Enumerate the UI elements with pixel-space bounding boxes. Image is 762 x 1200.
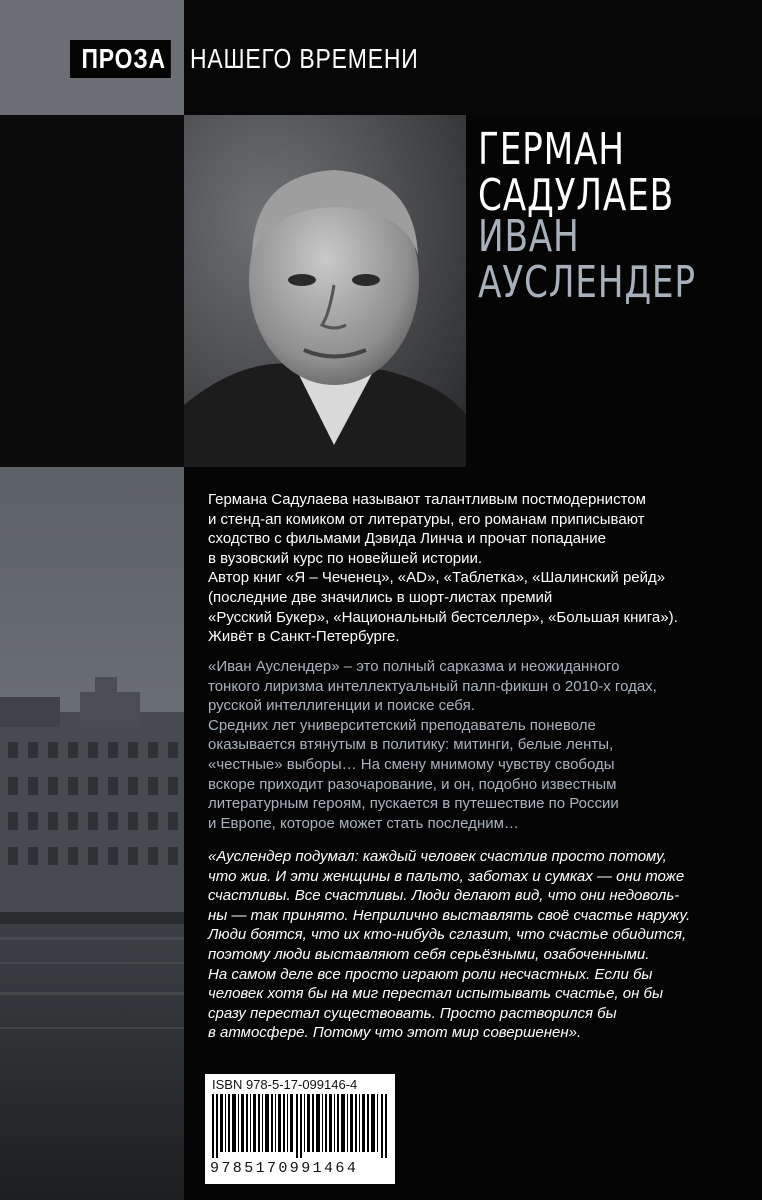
quote-line: человек хотя бы на миг перестал испытывать счастье, он бы — [208, 985, 663, 1003]
series-name-bold: ПРОЗА — [70, 40, 171, 78]
bio-line: Живёт в Санкт-Петербурге. — [208, 628, 400, 646]
synopsis-line: Средних лет университетский преподаватель поневоле — [208, 716, 596, 734]
series-name-rest: НАШЕГО ВРЕМЕНИ — [190, 43, 419, 74]
bio-line: сходство с фильмами Дэвида Линча и прочат попадание — [208, 530, 606, 548]
book-quote — [208, 847, 728, 1043]
book-title-line-2: АУСЛЕНДЕР — [478, 257, 696, 308]
left-dark-panel — [0, 115, 184, 467]
bio-line: (последние две значились в шорт-листах премий — [208, 588, 553, 606]
quote-line: сразу перестал существовать. Просто растворился бы — [208, 1004, 617, 1022]
bio-line: «Русский Букер», «Национальный бестселлер», «Большая книга»). — [208, 608, 678, 626]
bio-line: в вузовский курс по новейшей истории. — [208, 549, 483, 567]
quote-line: счастливы. Все счастливы. Люди делают вид, что они недоволь- — [208, 887, 680, 905]
barcode-digits: 9785170991464 — [210, 1160, 359, 1177]
synopsis-line: «честные» выборы… На смену мнимому чувству свободы — [208, 755, 615, 773]
author-last-name: САДУЛАЕВ — [478, 170, 674, 221]
author-photo — [184, 115, 466, 467]
quote-line: Люди боятся, что их кто-нибудь сглазит, что счастье обидится, — [208, 926, 687, 944]
isbn-label: ISBN 978-5-17-099146-4 — [212, 1077, 358, 1092]
synopsis-line: русской интеллигенции и поиске себя. — [208, 697, 475, 715]
author-first-name: ГЕРМАН — [478, 124, 625, 175]
author-bio — [208, 490, 728, 647]
quote-line: ны — так принято. Неприлично выставлять своё счастье наружу. — [208, 906, 691, 924]
bio-line: Автор книг «Я – Чеченец», «AD», «Таблетка», «Шалинский рейд» — [208, 569, 666, 587]
bio-line: и стенд-ап комиком от литературы, его романам приписывают — [208, 510, 645, 528]
synopsis-line: оказывается втянутым в политику: митинги, белые ленты, — [208, 736, 614, 754]
barcode-icon — [212, 1094, 388, 1158]
synopsis-line: вскоре приходит разочарование, и он, подобно известным — [208, 775, 617, 793]
synopsis-line: «Иван Ауслендер» – это полный сарказма и неожиданного — [208, 658, 620, 675]
quote-line: «Ауслендер подумал: каждый человек счастлив просто потому, — [208, 848, 667, 865]
quote-line: что жив. И эти женщины в пальто, заботах и сумках — они тоже — [208, 867, 685, 885]
quote-line: поэтому люди выставляют себя серьёзными, озабоченными. — [208, 945, 650, 963]
quote-line: в атмосфере. Потому что этот мир совершенен». — [208, 1024, 582, 1042]
city-photo — [0, 467, 184, 1200]
synopsis-line: литературным героям, пускается в путешествие по России — [208, 795, 619, 813]
bio-line: Германа Садулаева называют талантливым постмодернистом — [208, 491, 646, 508]
synopsis-line: тонкого лиризма интеллектуальный палп-фикшн о 2010-х годах, — [208, 677, 657, 695]
quote-line: На самом деле все просто играют роли несчастных. Если бы — [208, 965, 653, 983]
book-synopsis — [208, 657, 728, 833]
synopsis-line: и Европе, которое может стать последним… — [208, 814, 519, 832]
book-title-line-1: ИВАН — [478, 211, 580, 262]
